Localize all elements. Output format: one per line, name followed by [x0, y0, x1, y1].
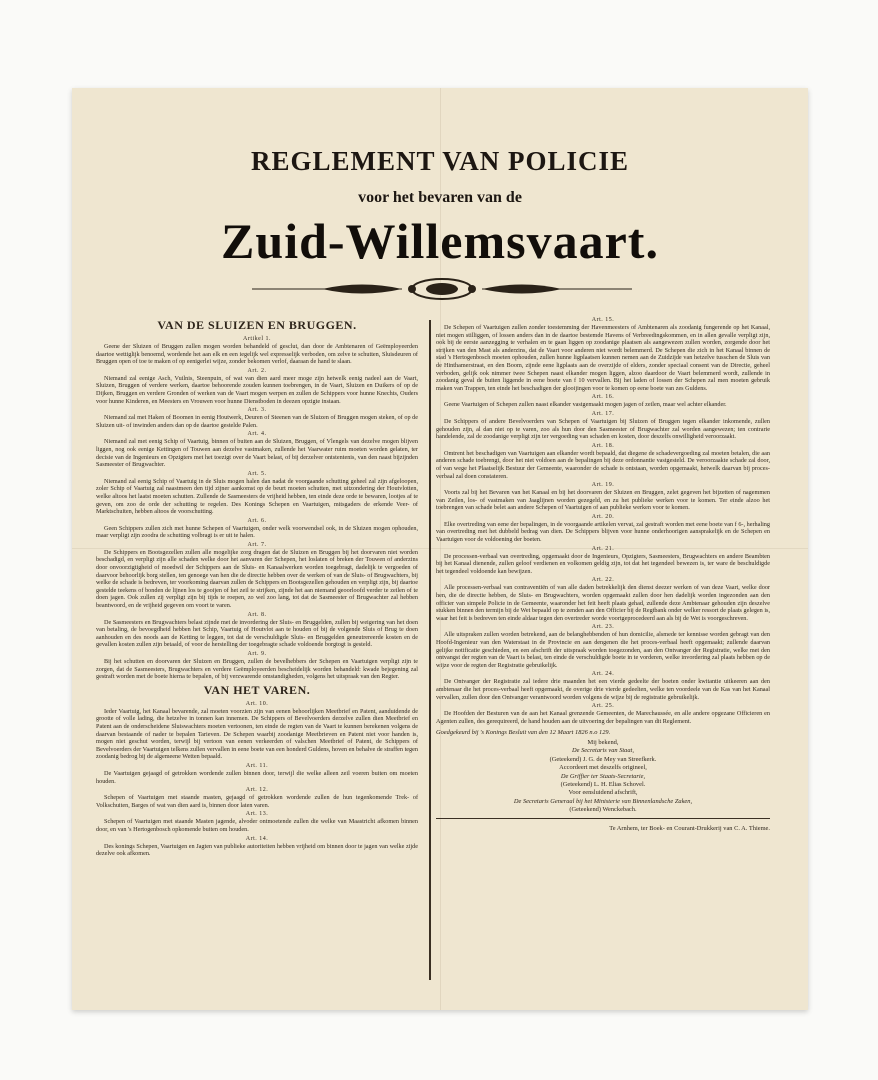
article-text: De Sasmeesters en Brugwachters belast zijnde met de invordering der Sluis- en Bruggelden, zullen bij weigering van het doen van betaling, de bevoegdheid hebben het Schip, Vaartuig of Houtvlot aan te houden of bij de volgende Sluis of Brug te doen aanhouden en des noods aan de Ketting te leggen, tot dat de verschuldigde Sluis- en Bruggelden geneutrereerde kosten en de gevallen kosten zullen zijn betaald, of voor de herstelling der toegebragte schade voldoende borgtogt is gesteld. — [96, 618, 418, 649]
article-text: De Schippers en Bootsgezellen zullen alle mogelijke zorg dragen dat de Sluizen en Bruggen bij het doorvaren niet worden beschadigd, en verpligt zijn alle schaden welke door het aanvaren der Schepen, het loslaten of breken der Touwen of anderzins door onvoorzigtigheid of moedwil der Schippers aan de Sluis- en Kanaalwerken worden toegebragt, dadelijk te vergoeden of daarvoor behoorlijk borg stellen, ten genoege van hen die de directie hebben over de werken of van de Sluis- of Brugwachters, bij welke de schade is bedreven, ter voorkoming daarvan zullen de Schippers en Bootsgezellen gehouden en verpligt zijn, bij daartoe gestelde teekens of bonden de lijnen los te gooijen of het zeil te strijken, zijnde het aan niemand geoorloofd verder te zeilen of te doen jagen. Ook zullen zij verpligt zijn bij tijds te roepen, zo wel zoo lang, tot dat de Sasmeester of Brugwachter zal hebben beantwoord, en de vrijheid gegeven om voort te varen. — [96, 548, 418, 610]
article-heading: Art. 7. — [247, 541, 267, 548]
ornament-divider-icon — [252, 276, 632, 302]
article-text: De Schepen of Vaartuigen zullen zonder toestemming der Havenmeesters of Ambtenaren als zoodanig fungerende op het Kanaal, niet mogen stilliggen, of lossen anders dan in de daartoe bestemde Havens of Verbreedingskommen, en in allen gevalle verpligt zijn, ook bij de eerste aanzegging te verhalen en te gaan liggen op zoodanige plaatsen als aangewezen zullen worden, zorgende door het strijken van den Mast als anderzins, dat de Vaart voor anderen niet wordt belemmerd. De Schepen die zich in het Kanaal binnen de stad 's Hertogenbosch moeten ophouden, zullen hunne ligplaatsen kunnen nemen aan de Zuidzijde van hetzelve tusschen de Sluis van de Hinthamerstraat, en den Boom, zijnde eene ligplaats aan de overzijde of elders, zonder speciaal consent van de Directie, geheel verboden, gelijk ook nimmer twee Schepen naast elkander mogen liggen, alzoo daardoor de Vaart belemmerd wordt, zullende in zoodanig geval de buiten liggende in eene boete van f 10 vervallen. Bij het laden of lossen der Schepen zal men moeten gebruik maken van Trappen, ten einde het beschadigen der glooijingen voor te komen op eene boete van zes Guldens. — [436, 324, 770, 392]
section-heading-sailing: VAN HET VAREN. — [203, 682, 311, 697]
article-text: Schepen of Vaartuigen met staande Masten jagende, alvoder ontmoetende zullen die welke van Maastricht afkomen binnen door, en van 's Hertogenbosch opkomende buiten om houden. — [96, 818, 418, 833]
article-text: Niemand zal eenige Asch, Vuilnis, Steenpuin, of wat van dien aard meer moge zijn hetwelk eenig nadeel aan de Vaart, Sluizen, Bruggen of verdere werken, daartoe behoorende zouden kunnen toebrengen, in de Vaart, Sluizen en Duikers of op de Dijken, Bruggen en verdere Gronden of werken van de Vaart mogen werpen en zullen de Schippers voor hunne Knechts, Ouders voor hunne Kinderen, en Meesters en Vrouwen voor hunne Dienstboden in deezen opzigte instaan. — [96, 374, 418, 405]
article-heading: Art. 22. — [591, 577, 615, 584]
article-heading: Art. 11. — [245, 762, 269, 769]
article-heading: Art. 16. — [591, 394, 615, 401]
signature-line: De Griffier ter Staats-Secretarie, — [560, 772, 646, 780]
signature-line: (Geteekend) L. H. Elias Schovel. — [560, 780, 646, 788]
article-heading: Art. 21. — [591, 545, 615, 552]
left-articles-1 — [96, 335, 418, 681]
article-heading: Art. 17. — [591, 410, 615, 417]
right-column — [436, 316, 770, 839]
article-text: Omtrent het beschadigen van Vaartuigen aan elkander wordt bepaald, dat diegene de schadevergoeding zal moeten betalen, die aan anderen schade toebrengt, door het niet voldoen aan de bepalingen bij deze ordonnantie vastgesteld. De veroorzaakte schade zal door, of van wege het Plaatselijk Bestuur der Gemeente, waaronder de schade is ontstaan, worden opgemaakt, hetwelk daarvan bij proces-verbaal zal doen constateren. — [436, 449, 770, 480]
printer-rule — [436, 818, 770, 819]
article-heading: Art. 23. — [591, 624, 615, 631]
article-heading: Art. 14. — [245, 835, 269, 842]
article-text: Elke overtreding van eene der bepalingen, in de voorgaande artikelen vervat, zal gestraft worden met eene boete van f 6-, herhaling van overtreding met het dubbeld bedrag van dien. De Schippers blijven voor hunne onderhoorigen aansprakelijk en de Schepen en Vaartuigen voor de voldoening der boeten. — [436, 520, 770, 544]
article-text: Des konings Schepen, Vaartuigen en Jagten van publieke autoriteiten hebben vrijheid om binnen door te jagen van welke zijde dezelve ook afkomen. — [96, 842, 418, 858]
article-heading: Art. 19. — [591, 482, 615, 489]
article-text: Niemand zal met Haken of Boomen in eenig Houtwerk, Deuren of Steenen van de Sluizen of Bruggen mogen steken, of op de Sluizen uit- of inwinden anders dan op de daartoe gestelde Palen. — [96, 414, 418, 429]
article-heading: Art. 18. — [591, 442, 615, 449]
article-heading: Art. 20. — [591, 513, 615, 520]
article-heading: Art. 13. — [245, 811, 269, 818]
article-heading: Art. 5. — [247, 470, 267, 477]
article-heading: Art. 2. — [247, 367, 267, 374]
poster-sheet — [72, 88, 808, 1010]
article-heading: Art. 6. — [247, 517, 267, 524]
article-text: Ieder Vaartuig, het Kanaal bevarende, zal moeten voorzien zijn van eenen behoorlijken Meetbrief en Patent, aanduidende de grootte of volle lading, die hetzelve in tonnen kan innemen. De Schippers of Bevelvoerders derzelve zullen dien Meetbrief en Patent aan de onderscheidene Sluiswachters moeten vertoonen, ten einde de regten van de Vaart te kunnen berekenen volgens de daarvan bestaande of nader te bepalen Tarieven. De Schepen waarbij zoodanige Meetbrieven en Patent niet voor handen is, mogen niet geschut worden, terwijl bij vertoon van eenen verkeerden of valschen Meetbrief of Patent, de Schippers of Bevelvoerders der Vaartuigen telkens zullen vervallen in eene boete van een honderd Guldens, hoven en behalve de straffen tegen zoodanig bedrog bij de algemeene Wetten bepaald. — [96, 707, 418, 761]
article-text: Niemand zal eenig Schip of Vaartuig in de Sluis mogen halen dan nadat de voorgaande schutting geheel zal zijn afgeloopen, zoler Schip of Vaartuig zal naastmeen den tijd zijner aankomst op de beurt moeten schutten, met uitzondering der Houtvlotten, welke altoos het laatst moeten schutten. Zullende de Sasmeesters de vrijheid hebben, ten einde deze orde te bewaren, lootjes af te geven, om zoo de orde der schutting te regelen. Des Konings Schepen en Vaartuigen, mitsgaders de erkende Veer- of Marktschuiten, hebben altoos de voorschutting. — [96, 477, 418, 516]
article-text: Voorts zal bij het Bevaren van het Kanaal en bij het doorvaren der Sluizen en Bruggen, zelet gegeven het bijzetten of nagemmen van Zeilen, los- of vastmaken van Jaaglijnen worden gezegeld, en zu het publieke werken voor te komen. Ter einde alzoo het toebrengen van schade belet aan andere Schepen of Vaartuigen of aan publieke werken voor te komen. — [436, 489, 770, 512]
article-text: Geen Schippers zullen zich met hunne Schepen of Vaartuigen, onder welk voorwendsel ook, in de Sluizen mogen ophouden, maar verpligt zijn zoodra de schutting volbragt is er uit te halen. — [96, 524, 418, 540]
signature-block — [436, 739, 770, 815]
left-articles-2 — [96, 700, 418, 858]
article-text: Geene Vaartuigen of Schepen zullen naast elkander vastgemaakt mogen jagen of zeilen, maar wel achter elkander. — [444, 401, 727, 409]
signature-line: De Secretaris Generaal bij het Ministerie van Binnenlandsche Zaken, — [513, 797, 693, 805]
article-text: Alle processen-verbaal van contraventiën of van alle daden betrekkelijk den dienst deezer werken of van deze Vaart, welke door hen, die de directie hebben, de Sluis- en Brugwachters, worden opgemaakt zullen door hen dadelijk worden ingezonden aan den officier van simpele Policie in de Gemeente, waaronder het feit heeft plaats gehad, zullende deze Ambtenaar gehouden zijn deszelve stukken binnen den termijn bij de Wet bepaald op te zenden aan den Officier bij de Regtbank onder welker ressort de plaats gelegen is, waar het feit is bedreven ten einde aldaar tegen den overtreder worde voortgeprocedeerd aan als bij de Wet is voorgeschreven. — [436, 584, 770, 622]
article-text: Schepen of Vaartuigen met staande masten, gejaagd of getrokken wordende zullen de hun tegenkomende Trek- of Volkschuiten, Barges of wat van dien aard is, binnen door laten varen. — [96, 794, 418, 809]
article-heading: Art. 24. — [591, 671, 615, 678]
article-heading: Art. 8. — [247, 611, 267, 618]
signature-line: De Secretaris van Staat, — [572, 747, 634, 755]
article-heading: Art. 3. — [247, 407, 267, 414]
section-heading-sluices-bridges: VAN DE SLUIZEN EN BRUGGEN. — [157, 318, 357, 332]
poster-title: REGLEMENT VAN POLICIE — [250, 146, 630, 176]
signature-line: (Geteekend) J. G. de Mey van Streefkerk. — [549, 755, 657, 763]
article-heading: Art. 15. — [591, 317, 615, 323]
article-text: Niemand zal met eenig Schip of Vaartuig, binnen of buiten aan de Sluizen, Bruggen, of Vlengels van dezelve mogen blijven liggen, nog ook eenige Kettingen of Touwen aan dezelve vastmaken, zullende het Vaarwater ruim moeten worden gelaten, ter decisie van de Ingenieurs en Opzigters met het toezigt over de Vaart belast, of bij derzelver ontstentenis, van den naast bijzijnden Sasmeester of Brugwachter. — [96, 438, 418, 469]
article-text: De Schippers of andere Bevelvoerders van Schepen of Vaartuigen bij Sluizen of Bruggen tegen elkander inkomende, zullen gehouden zijn, al dan niet op te varen, zoo als hun door den Sasmeester of Brugwachter zal worden aangewezen; ten contrarie handelende, zal de zoodanige verpligt zijn ter vergoeding van schaden en kosten, door deszelfs onwilligheid veroorzaakt. — [436, 417, 770, 441]
article-heading: Art. 4. — [247, 431, 267, 438]
article-text: Bij het schutten en doorvaren der Sluizen en Bruggen, zullen de bevelhebbers der Schepen en Vaartuigen verpligt zijn te zorgen, dat de Sasmeesters, Brugwachters en verdere Geëmployeerden bescheidelijk worden behandeld: kwade bejegening zal gestraft worden met de boete hierna te bepalen, of bij verzwarende omstandigheden, volgens het uitspraak van den Regter. — [96, 658, 418, 681]
article-text: De processen-verbaal van overtreding, opgemaakt door de Ingenieurs, Opzigters, Sasmeesters, Brugwachters en andere Beambten bij het Kanaal dienende, zullen geloof verdienen en volkomen geldig zijn, tot dat het tegendeel bewezen is, ter ware de beschuldigde het tegendeel voldoende kan bewijzen. — [436, 552, 770, 575]
printer-imprint: Te Arnhem, ter Boek- en Courant-Drukkerij van C. A. Thieme. — [609, 824, 770, 832]
article-heading: Art. 25. — [591, 703, 615, 710]
article-heading: Art. 12. — [245, 787, 269, 794]
article-text: De Hoofden der Besturen van de aan het Kanaal grenzende Gemeenten, de Marechaussée, en alle andere opgezane Officieren en Agenten zullen, des gerequireerd, de hand houden aan de uitvoering der bepalingen van dit Reglement. — [436, 710, 770, 725]
column-divider — [429, 320, 431, 980]
article-heading: Art. 9. — [247, 651, 267, 657]
article-heading: Artikel 1. — [243, 336, 271, 342]
signature-line: Mij bekend, — [587, 738, 619, 746]
royal-approval-line: Goedgekeurd bij 's Konings Besluit van den 12 Maart 1826 n.o 129. — [436, 729, 611, 737]
poster-canal-name: Zuid-Willemsvaart. — [221, 213, 659, 269]
signature-line: Accordeert met deszelfs origineel, — [559, 764, 647, 772]
signature-line: (Geteekend) Wenckebach. — [569, 806, 637, 814]
signature-line: Voor eensluidend afschrift, — [568, 789, 638, 797]
article-text: De Ontvanger der Registratie zal iedere drie maanden het een vierde gedeelte der boeten onder kwitantie uitkeeren aan den ambtenaar die het proces-verbaal heeft opgemaakt, de overige drie vierde gedeelten, welke ten voordeele van de Kas van het Kanaal vervallen, zullen door den Ontvanger verantwoord worden volgens de wijze bij de registratie gebruikelijk. — [436, 678, 770, 701]
article-text: Alle uitspraken zullen worden betrekend, aan de belanghebbenden of hun domicilie, alsmede ter kennisse worden gebragt van den Hoofd-Ingenieur van den Waterstaat in de Provincie en aan dengenen die het proces-verbaal heeft opgemaakt; zullende daarvan gelijke notificatie geschieden, en een afschrift der uitspraak worden toegezonden, aan den Ontvanger der Registratie, welke met den ontvangst der regten van de Vaart is belast, ten einde de verschuldigde boete in te vorderen, welke invordering zal plaats hebben op de wijze voor de regten der Registratie gebruikelijk. — [436, 631, 770, 669]
poster-subtitle: voor het bevaren van de — [358, 189, 522, 206]
article-heading: Art. 10. — [245, 700, 269, 707]
article-text: Geene der Sluizen of Bruggen zullen mogen worden behandeld of gesclut, dan door de Ambtenaren of Geëmployeerden daartoe wettiglijk benoemd, wordende het aan elk en een iegelijk wel expresselijk verboden, om zelve te schutten, Sluisdeuren of Bruggen open of toe te maken of op eenigerlei wijze, zonder bekomen verlof, daaraan de hand te slaan. — [96, 343, 418, 366]
article-text: De Vaartuigen gejaagd of getrokken wordende zullen binnen door, terwijl die welke alleen zeil voeren buiten om moeten houden. — [96, 769, 418, 785]
left-column — [96, 316, 418, 859]
